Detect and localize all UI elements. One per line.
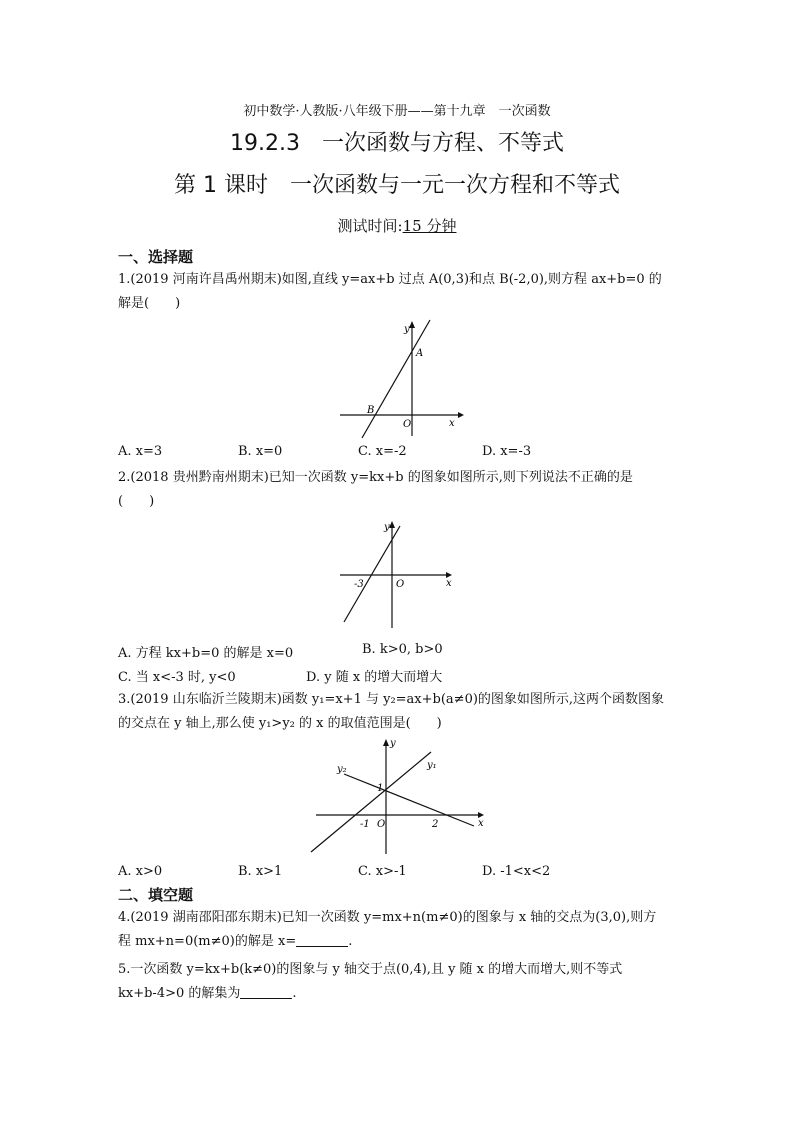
question-2-text-line1: 2.(2018 贵州黔南州期末)已知一次函数 y=kx+b 的图象如图所示,则下列说法不正确的是	[118, 470, 633, 485]
question-1-text-line2: 解是( )	[118, 296, 181, 311]
test-time-value: 15 分钟	[402, 217, 457, 235]
q1-option-c[interactable]: C. x=-2	[358, 444, 407, 459]
y2-label: y₂	[337, 764, 347, 775]
question-2	[118, 466, 678, 514]
question-5-text-line2-pre: kx+b-4>0 的解集为	[118, 986, 241, 1001]
q3-option-b[interactable]: B. x>1	[238, 864, 283, 879]
question-4	[118, 906, 678, 954]
q2-option-a[interactable]: A. 方程 kx+b=0 的解是 x=0	[118, 646, 294, 661]
question-3-text-line1: 3.(2019 山东临沂兰陵期末)函数 y₁=x+1 与 y₂=ax+b(a≠0)的图象如图所示,这两个函数图象	[118, 692, 665, 707]
q3-option-c[interactable]: C. x>-1	[358, 864, 407, 879]
question-4-text-line2-pre: 程 mx+n=0(m≠0)的解是 x=	[118, 934, 297, 949]
point-a-label: A	[416, 348, 424, 359]
q3-option-d[interactable]: D. -1<x<2	[482, 864, 551, 879]
y-axis-arrow	[409, 321, 415, 328]
question-5	[118, 958, 678, 1006]
tick-2: 2	[432, 819, 439, 830]
lesson-title: 第 1 课时 一次函数与一元一次方程和不等式	[174, 173, 620, 198]
question-4-text-line2-post: .	[348, 934, 353, 949]
question-1-text-line1: 1.(2019 河南许昌禹州期末)如图,直线 y=ax+b 过点 A(0,3)和点 B(-2,0),则方程 ax+b=0 的	[118, 272, 662, 287]
question-2-figure	[334, 518, 460, 630]
question-5-text-line2-post: .	[292, 986, 297, 1001]
origin-label: O	[403, 419, 412, 430]
q2-option-d[interactable]: D. y 随 x 的增大而增大	[306, 670, 443, 685]
tick-minus-3: -3	[354, 579, 364, 590]
q1-option-b[interactable]: B. x=0	[238, 444, 283, 459]
q4-answer-blank[interactable]	[296, 932, 348, 947]
question-2-text-line2: ( )	[118, 494, 155, 509]
question-1-figure	[330, 316, 470, 440]
question-5-text-line1: 5.一次函数 y=kx+b(k≠0)的图象与 y 轴交于点(0,4),且 y 随 x 的增大而增大,则不等式	[118, 962, 623, 977]
x-axis-label: x	[478, 818, 484, 829]
q1-option-d[interactable]: D. x=-3	[482, 444, 532, 459]
q1-option-a[interactable]: A. x=3	[118, 444, 163, 459]
question-3-text-line2: 的交点在 y 轴上,那么使 y₁>y₂ 的 x 的取值范围是( )	[118, 716, 442, 731]
q2-option-c[interactable]: C. 当 x<-3 时, y<0	[118, 670, 236, 685]
line-y-ax-b	[362, 320, 430, 438]
y-axis-label: y	[404, 324, 410, 335]
tick-1: 1	[377, 783, 384, 794]
q2-option-b[interactable]: B. k>0, b>0	[362, 642, 443, 657]
y1-label: y₁	[427, 760, 437, 771]
tick-minus-1: -1	[360, 819, 370, 830]
y-axis-label: y	[390, 738, 396, 749]
question-5-text-line2	[118, 982, 678, 1006]
y-axis-arrow	[389, 521, 395, 528]
x-axis-label: x	[446, 578, 452, 589]
section-choice-heading: 一、选择题	[118, 248, 194, 266]
test-time	[0, 215, 794, 236]
origin-label: O	[396, 579, 405, 590]
question-4-text-line1: 4.(2019 湖南邵阳邵东期末)已知一次函数 y=mx+n(m≠0)的图象与 x 轴的交点为(3,0),则方	[118, 910, 657, 925]
page-header: 初中数学·人教版·八年级下册——第十九章 一次函数	[243, 104, 551, 119]
q5-answer-blank[interactable]	[240, 984, 292, 999]
y-axis-arrow	[383, 739, 389, 746]
section-title: 19.2.3 一次函数与方程、不等式	[230, 131, 564, 156]
question-1	[118, 268, 678, 316]
q3-option-a[interactable]: A. x>0	[118, 864, 163, 879]
x-axis-label: x	[449, 418, 455, 429]
question-4-text-line2	[118, 930, 678, 954]
x-axis-arrow	[458, 412, 464, 418]
test-time-label: 测试时间:	[337, 217, 403, 235]
y-axis-label: y	[384, 522, 390, 533]
question-3-figure	[306, 734, 490, 856]
section-fill-heading: 二、填空题	[118, 886, 194, 904]
question-3	[118, 688, 678, 736]
origin-label: O	[377, 819, 386, 830]
point-b-label: B	[367, 405, 375, 416]
